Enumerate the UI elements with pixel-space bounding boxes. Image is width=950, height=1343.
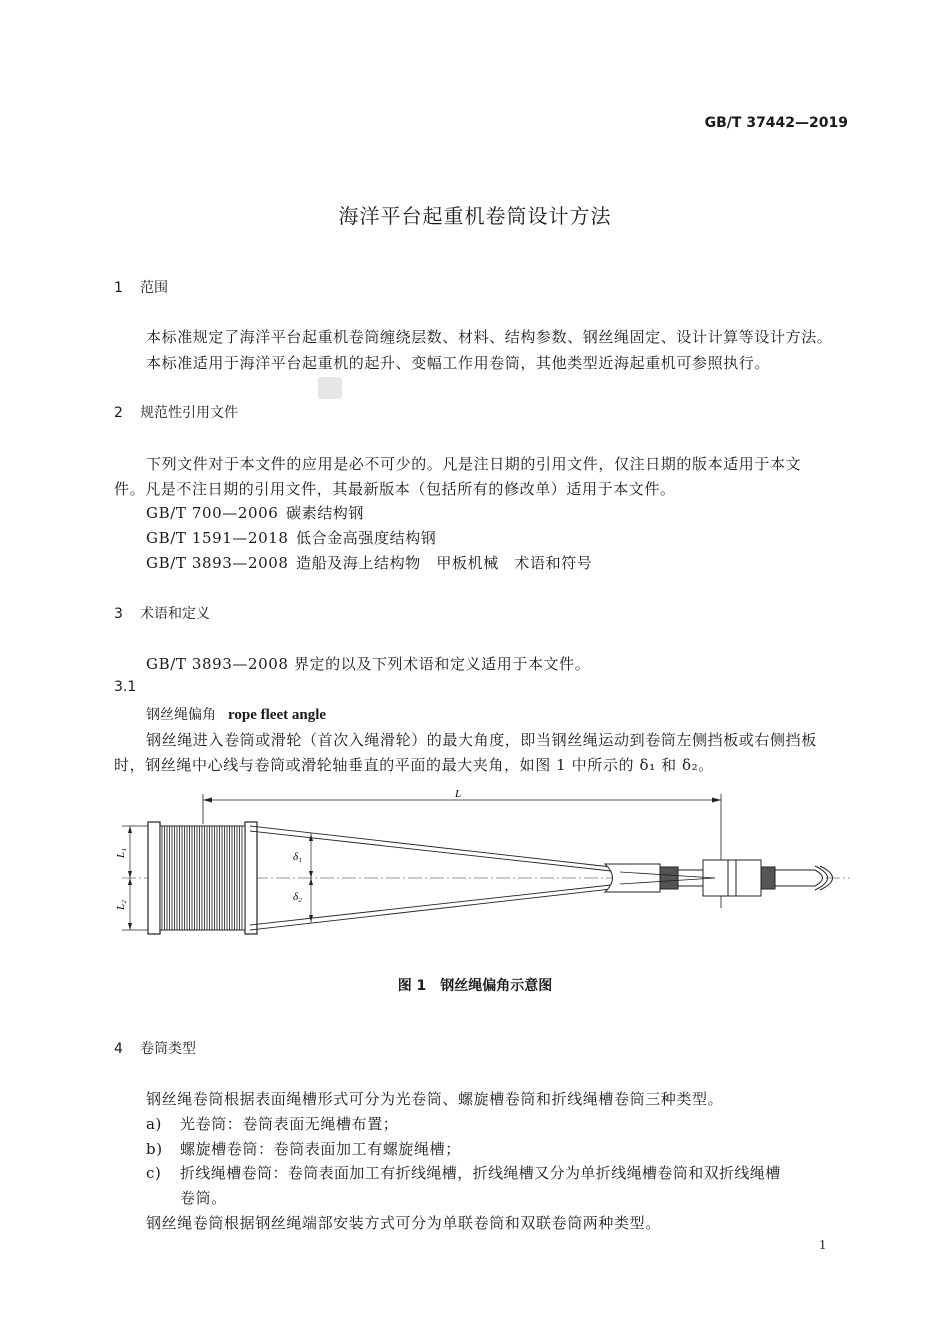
reference-code: GB/T 1591—2018 [146,529,289,547]
paragraph: 件。凡是不注日期的引用文件，其最新版本（包括所有的修改单）适用于本文件。 [114,480,676,498]
page-number: 1 [819,1238,826,1253]
term-number: 3.1 [114,679,137,695]
section-title: 规范性引用文件 [140,405,238,421]
section-number: 3 [114,606,123,622]
section-title: 卷筒类型 [140,1041,196,1057]
label-delta1: δ₁ [293,851,302,863]
term-chinese: 钢丝绳偏角 [146,707,216,723]
section-title: 范围 [140,280,168,296]
list-item [146,1138,461,1159]
arrow-head [128,923,132,930]
normative-reference [146,502,364,523]
list-text: 折线绳槽卷筒：卷筒表面加工有折线绳槽，折线绳槽又分为单折线绳槽卷筒和双折线绳槽 [180,1164,781,1182]
list-item [146,1113,398,1134]
section-4-heading [114,1038,196,1058]
paragraph: 本标准规定了海洋平台起重机卷筒缠绕层数、材料、结构参数、钢丝绳固定、设计计算等设计方法。 [146,328,833,346]
figure-rope-fleet-angle [100,788,860,948]
list-marker: c) [146,1164,162,1182]
label-L: L [455,788,462,800]
term-english: rope fleet angle [228,707,327,723]
section-number: 4 [114,1041,123,1057]
drum-flange-right [245,822,257,934]
figure-caption: 图 1 钢丝绳偏角示意图 [397,978,553,994]
paragraph: GB/T 3893—2008 界定的以及下列术语和定义适用于本文件。 [146,655,591,673]
reference-name: 造船及海上结构物 甲板机械 术语和符号 [296,554,593,572]
arrow-head [203,798,212,803]
list-marker: b) [146,1140,163,1158]
term-definition: 钢丝绳进入卷筒或滑轮（首次入绳滑轮）的最大角度，即当钢丝绳运动到卷筒左侧挡板或右侧挡板 [146,731,817,749]
paragraph: 钢丝绳卷筒根据钢丝绳端部安装方式可分为单联卷筒和双联卷筒两种类型。 [146,1214,661,1232]
arrow-head [128,826,132,833]
normative-reference [146,527,436,548]
reference-code: GB/T 700—2006 [146,504,279,522]
drum-flange-left [148,822,160,934]
section-number: 1 [114,280,123,296]
reference-name: 碳素结构钢 [286,504,365,522]
section-2-heading [114,402,238,422]
arrow-head [309,878,313,885]
arrow-head [128,878,132,885]
paragraph: 本标准适用于海洋平台起重机的起升、变幅工作用卷筒，其他类型近海起重机可参照执行。 [146,354,771,372]
paragraph: 下列文件对于本文件的应用是必不可少的。凡是注日期的引用文件，仅注日期的版本适用于本文 [146,455,802,473]
section-title: 术语和定义 [140,606,210,622]
sheave-assembly [605,860,833,896]
arrow-head [309,871,313,878]
term-definition: 时，钢丝绳中心线与卷筒或滑轮轴垂直的平面的最大夹角，如图 1 中所示的 δ₁ 和 δ₂。 [114,756,714,774]
paragraph: 钢丝绳卷筒根据表面绳槽形式可分为光卷筒、螺旋槽卷筒和折线绳槽卷筒三种类型。 [146,1090,724,1108]
page-title: 海洋平台起重机卷筒设计方法 [338,204,612,228]
label-L1: L₁ [115,848,127,858]
label-L2: L₂ [115,900,127,910]
list-marker: a) [146,1115,162,1133]
arrow-head [128,871,132,878]
section-number: 2 [114,405,123,421]
arrow-head [712,798,721,803]
term-entry [146,704,326,724]
watermark-mark [318,377,342,399]
label-delta2: δ₂ [293,891,302,903]
reference-name: 低合金高强度结构钢 [296,529,437,547]
list-item-continuation: 卷筒。 [180,1189,227,1207]
list-text: 螺旋槽卷筒：卷筒表面加工有螺旋绳槽； [180,1140,461,1158]
standard-code: GB/T 37442—2019 [704,115,848,131]
section-3-heading [114,603,210,623]
section-1-heading [114,277,168,297]
normative-reference [146,552,592,573]
reference-code: GB/T 3893—2008 [146,554,289,572]
list-text: 光卷筒：卷筒表面无绳槽布置； [180,1115,399,1133]
list-item [146,1162,781,1183]
